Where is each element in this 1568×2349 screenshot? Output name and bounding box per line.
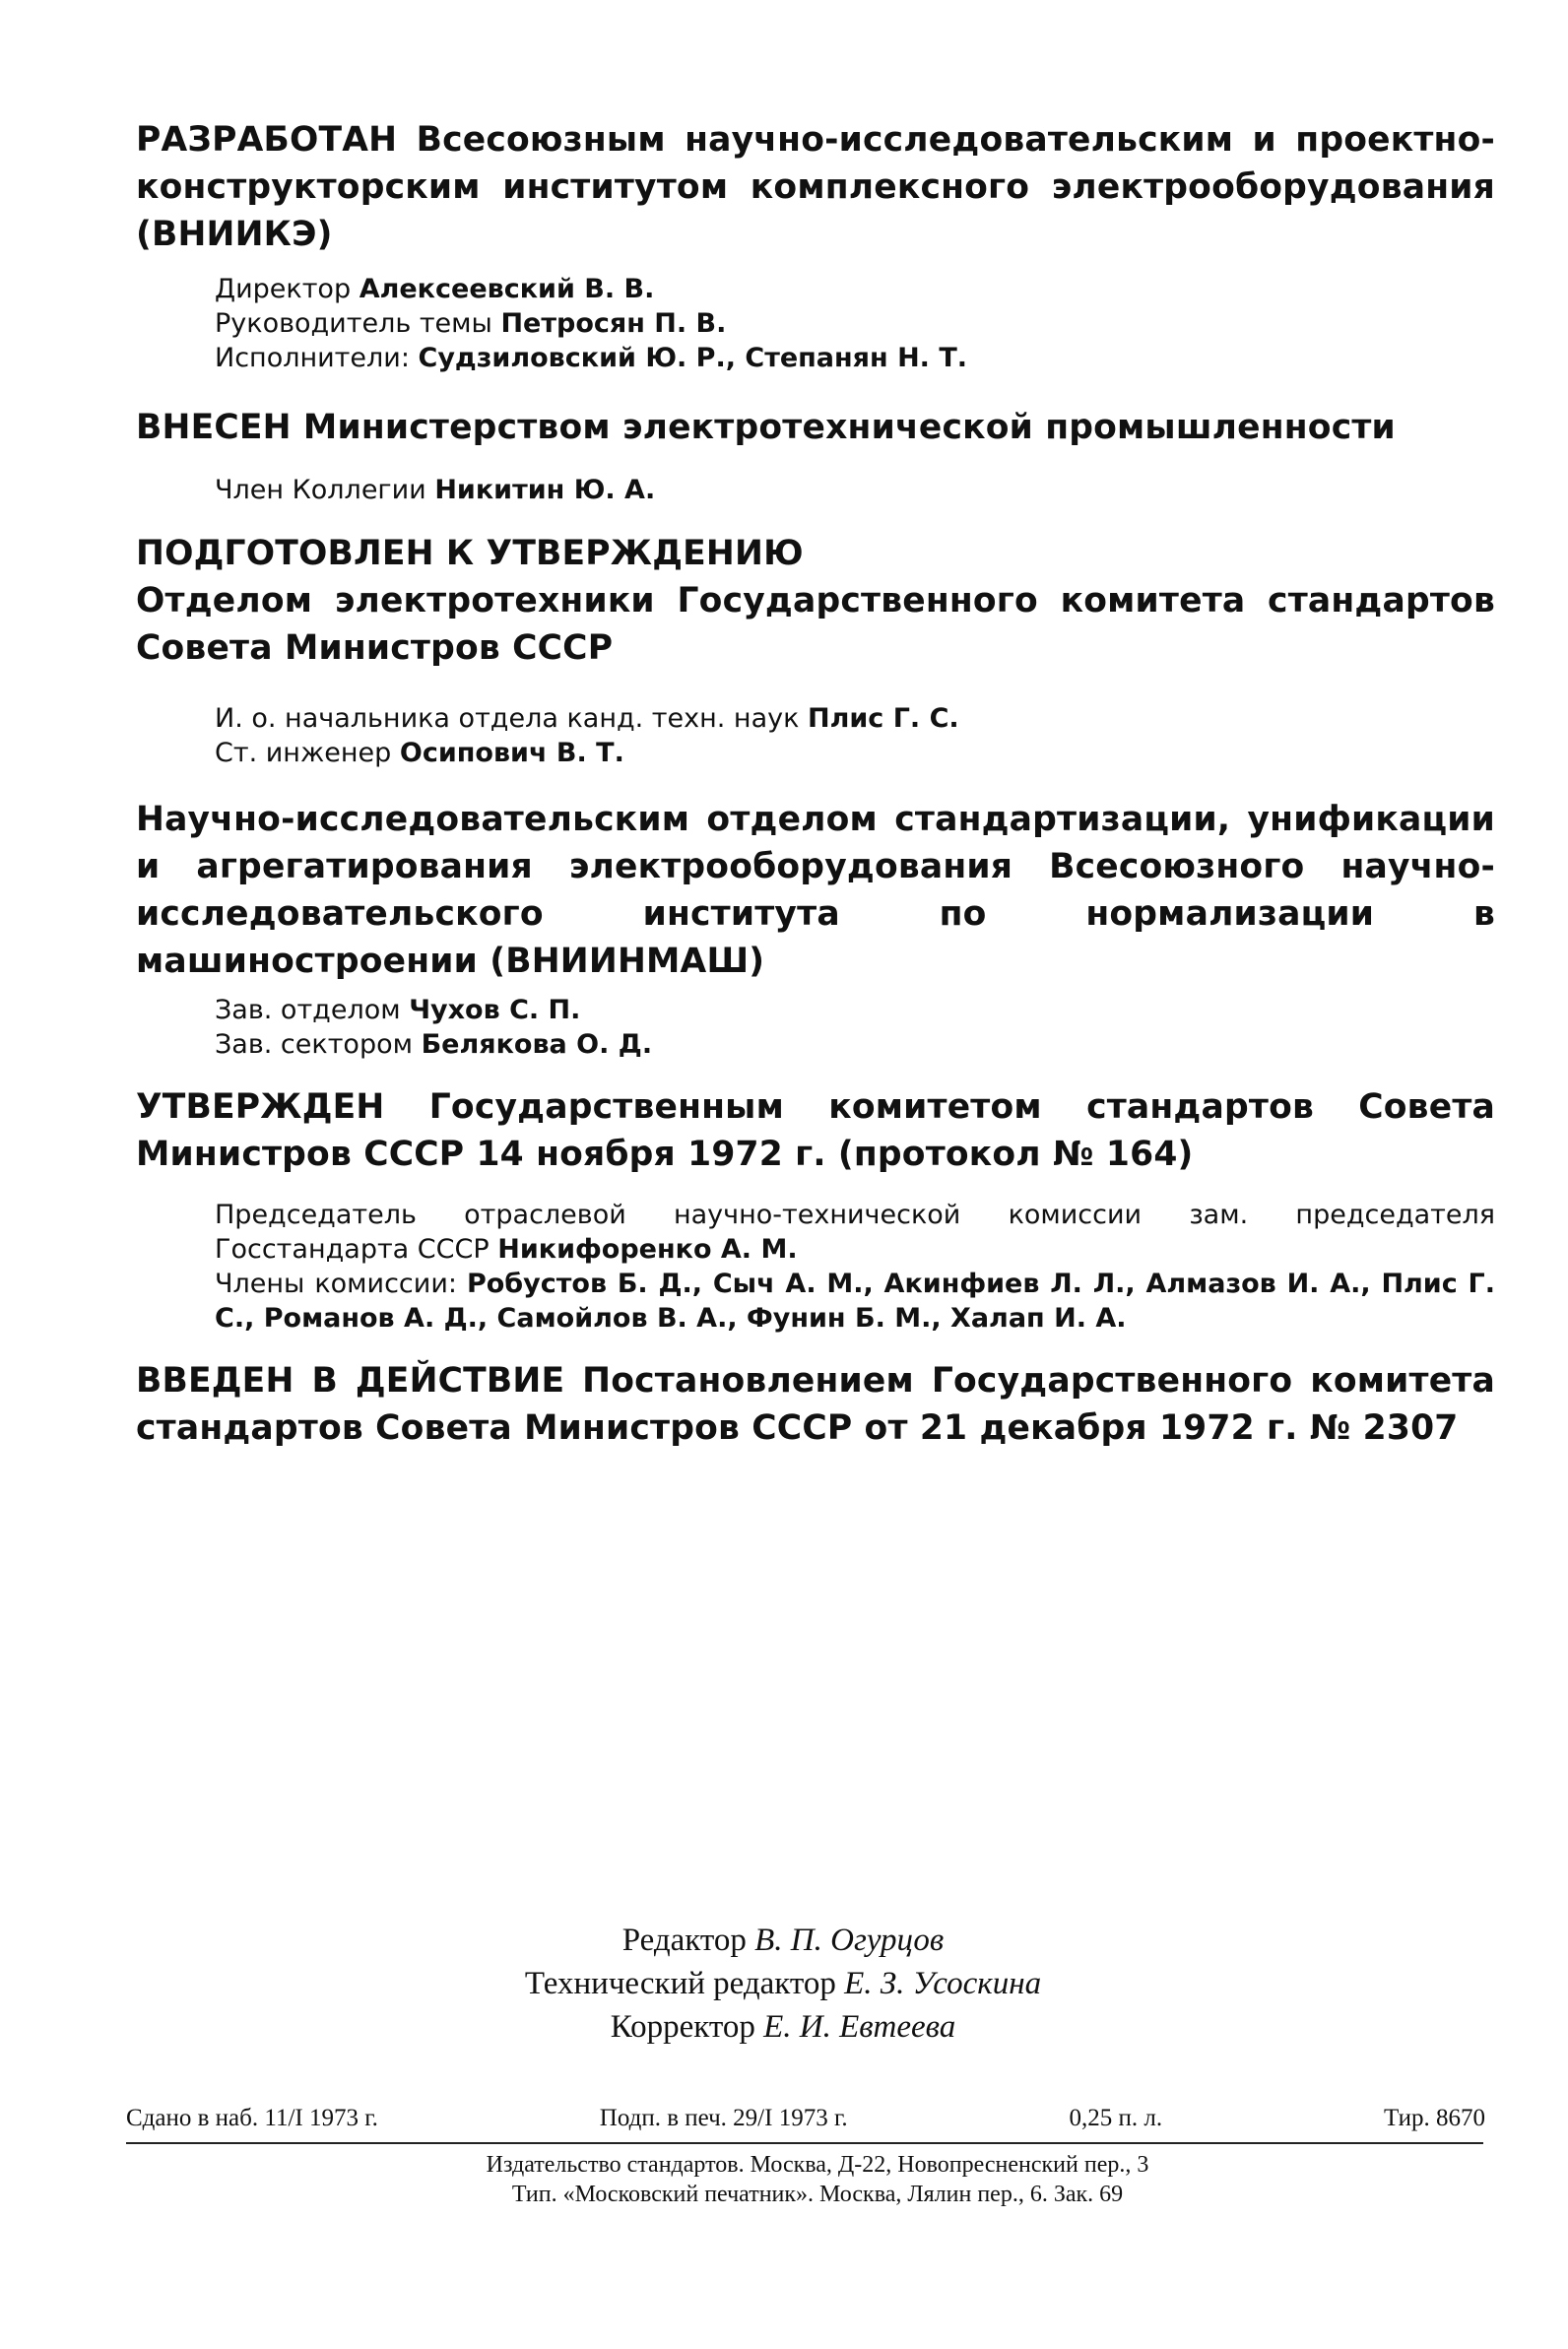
person-role: Исполнители: [215,343,410,373]
developed-by-text: Всесоюзным научно-исследовательским и проектно-конструкторским институтом комплексного электрооборудования (ВНИИКЭ) [136,120,1495,254]
credit-line [394,1919,1172,1962]
approved-section [136,1083,1495,1178]
credit-name: В. П. Огурцов [754,1923,945,1958]
vniinmash-people [215,993,1495,1062]
person-name: Никитин Ю. А. [434,475,656,505]
approved-text: Государственным комитетом стандартов Совета Министров СССР 14 ноября 1972 г. (протокол № 164) [136,1087,1495,1174]
publisher-line: Издательство стандартов. Москва, Д-22, Новопресненский пер., 3 [486,2152,1149,2178]
person-role: Зав. сектором [215,1029,413,1060]
person-role: Член Коллегии [215,475,426,505]
person-name: Судзиловский Ю. Р., Степанян Н. Т. [418,343,967,373]
chair-name: Никифоренко А. М. [497,1234,798,1265]
credit-line [394,2005,1172,2049]
person-name: Алексеевский В. В. [359,274,655,304]
approved-heading [136,1083,1495,1178]
imprint-row [126,2102,1485,2135]
person-line [215,306,1495,341]
enacted-heading [136,1357,1495,1452]
members-role: Члены комиссии: [215,1269,457,1299]
person-line [215,341,1495,375]
person-role: Зав. отделом [215,995,401,1025]
person-role: Руководитель темы [215,308,492,339]
prepared-keyword: ПОДГОТОВЛЕН К УТВЕРЖДЕНИЮ [136,534,804,573]
person-role: И. о. начальника отдела канд. техн. наук [215,703,800,734]
person-role: Ст. инженер [215,738,392,768]
developed-by-heading [136,116,1495,258]
vniinmash-section [136,796,1495,985]
imprint-sheets: 0,25 п. л. [1069,2105,1163,2131]
submitted-by-people [215,473,1495,507]
prepared-section [136,530,1495,672]
approved-keyword: УТВЕРЖДЕН [136,1087,385,1127]
credit-name: Е. И. Евтеева [763,2009,956,2045]
commission-members [215,1267,1495,1336]
credit-role: Корректор [610,2009,755,2045]
commission-chair [215,1198,1495,1267]
developed-by-keyword: РАЗРАБОТАН [136,120,398,160]
person-line [215,1027,1495,1062]
person-name: Белякова О. Д. [421,1029,653,1060]
credit-role: Редактор [621,1923,747,1958]
enacted-section [136,1357,1495,1452]
person-line [215,473,1495,507]
vniinmash-text: Научно-исследовательским отделом стандартизации, унификации и агрегатирования электрооборудования Всесоюзного научно-исследовательского института по нормализации в машиностроении (ВНИИНМАШ) [136,800,1495,981]
members-names: Робустов Б. Д., Сыч А. М., Акинфиев Л. Л., Алмазов И. А., Плис Г. С., Романов А. Д., Самойлов В. А., Фунин Б. М., Халап И. А. [215,1269,1495,1334]
person-line [215,993,1495,1027]
credit-role: Технический редактор [524,1966,836,2001]
printer-line: Тип. «Московский печатник». Москва, Лялин пер., 6. Зак. 69 [511,2182,1124,2207]
prepared-people [215,701,1495,770]
person-name: Чухов С. П. [409,995,581,1025]
publisher [197,2150,1438,2209]
submitted-by-keyword: ВНЕСЕН [136,408,292,447]
person-name: Осипович В. Т. [399,738,624,768]
person-name: Петросян П. В. [500,308,727,339]
submitted-by-section [136,404,1495,451]
person-name: Плис Г. С. [808,703,959,734]
prepared-text: Отделом электротехники Государственного комитета стандартов Совета Министров СССР [136,581,1495,668]
developed-by-people [215,272,1495,375]
credit-line [394,1962,1172,2005]
imprint-signed: Подп. в печ. 29/I 1973 г. [599,2105,848,2131]
chair-role: Председатель отраслевой научно-технической комиссии зам. председателя Госстандарта СССР [215,1200,1495,1265]
credits [394,1919,1172,2049]
developed-by-section [136,116,1495,258]
submitted-by-text: Министерством электротехнической промышленности [302,408,1396,447]
commission [215,1198,1495,1336]
person-line [215,701,1495,736]
credit-name: Е. З. Усоскина [844,1966,1042,2001]
person-line [215,736,1495,770]
submitted-by-heading [136,404,1495,451]
person-role: Директор [215,274,352,304]
imprint [126,2102,1485,2135]
imprint-divider [126,2142,1483,2144]
person-line [215,272,1495,306]
imprint-run: Тир. 8670 [1383,2105,1485,2131]
imprint-submitted: Сдано в наб. 11/I 1973 г. [126,2105,378,2131]
enacted-keyword: ВВЕДЕН В ДЕЙСТВИЕ [136,1361,565,1401]
enacted-text: Постановлением Государственного комитета стандартов Совета Министров СССР от 21 декабря 1972 г. № 2307 [136,1361,1495,1448]
